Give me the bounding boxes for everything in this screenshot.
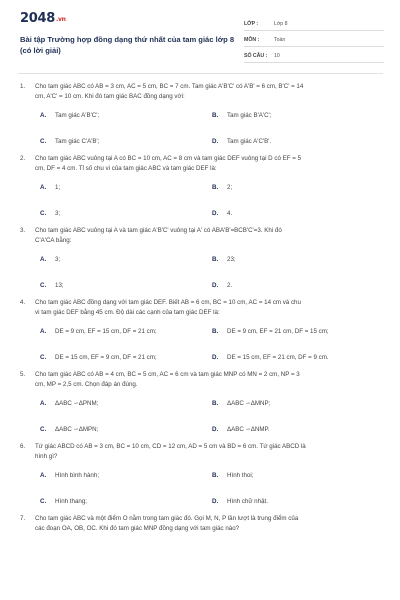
option-letter: D. [212,353,219,361]
answer-option[interactable] [212,272,384,298]
question-1 [18,82,383,154]
question-number: 5. [20,371,26,378]
answer-options [18,102,383,154]
option-text: ΔABC ∽ΔPNM; [55,399,99,407]
answer-option[interactable] [212,390,384,416]
option-letter: A. [40,255,47,263]
answer-option[interactable] [212,416,384,442]
option-letter: D. [212,281,219,289]
answer-options [18,318,383,370]
option-letter: C. [40,497,47,505]
question-line: hình gì? [35,453,58,460]
question-number: 4. [20,299,26,306]
title-line: Bài tập Trường hợp đồng dạng thứ nhất của tam giác lớp 8 [20,35,235,44]
meta-label: SỐ CÂU : [244,52,268,59]
answer-option[interactable] [40,200,212,226]
worksheet-title [20,34,255,56]
option-text: 2. [227,281,233,289]
option-letter: C. [40,137,47,145]
meta-row-count [244,49,384,63]
question-line: Cho tam giác ABC có AB = 3 cm, AC = 5 cm, BC = 7 cm. Tam giác A'B'C' có A'B' = 6 cm, B'C' = 14 [35,83,304,90]
option-text: Hình thoi; [227,471,254,479]
meta-value: Lớp 8 [274,20,288,27]
option-text: DE = 15 cm, EF = 21 cm, DF = 9 cm. [227,353,329,361]
option-text: DE = 15 cm, EF = 9 cm, DF = 21 cm; [55,353,157,361]
option-text: ΔABC ∽ΔNMP. [227,425,270,433]
option-letter: B. [212,399,219,407]
option-letter: B. [212,327,219,335]
answer-option[interactable] [212,344,384,370]
option-text: Tam giác A'C'B'. [227,137,272,145]
title-line: (có lời giải) [20,46,61,55]
question-line: cm, A'C' = 10 cm. Khi đó tam giác BAC đồng dạng với: [35,93,185,100]
option-letter: D. [212,137,219,145]
option-letter: D. [212,425,219,433]
option-text: DE = 9 cm, EF = 15 cm, DF = 21 cm; [55,327,157,335]
question-6 [18,442,383,514]
question-text [18,370,383,390]
option-text: 3; [55,255,61,263]
question-text [18,298,383,318]
option-text: 4. [227,209,233,217]
question-3 [18,226,383,298]
answer-option[interactable] [40,390,212,416]
answer-options [18,390,383,442]
answer-option[interactable] [212,488,384,514]
question-list [18,74,383,534]
option-letter: A. [40,471,47,479]
question-number: 7. [20,515,26,522]
option-text: 2; [227,183,233,191]
answer-option[interactable] [212,246,384,272]
answer-option[interactable] [40,462,212,488]
answer-options [18,174,383,226]
question-line: Cho tam giác ABC đồng dạng với tam giác DEF. Biết AB = 6 cm, BC = 10 cm, AC = 14 cm và chu [35,299,301,306]
question-text [18,226,383,246]
answer-option[interactable] [40,318,212,344]
option-text: Hình bình hành; [55,471,100,479]
option-text: Hình chữ nhật. [227,497,268,505]
option-letter: A. [40,111,47,119]
option-text: Tam giác B'A'C'; [227,111,272,119]
option-text: ΔABC ∽ΔMNP; [227,399,271,407]
logo-main-text: 2048 [20,11,55,26]
option-letter: C. [40,425,47,433]
option-letter: A. [40,327,47,335]
option-letter: B. [212,183,219,191]
answer-option[interactable] [40,174,212,200]
question-line: Cho tam giác ABC vuông tại A có BC = 10 cm, AC = 8 cm và tam giác DEF vuông tại D có EF = 5 [35,155,302,162]
question-2 [18,154,383,226]
option-letter: C. [40,281,47,289]
option-letter: B. [212,255,219,263]
question-7 [18,514,383,534]
option-text: ΔABC ∽ΔMPN; [55,425,99,433]
meta-row-subject [244,33,384,47]
site-logo[interactable] [20,11,66,26]
worksheet-meta [244,17,384,65]
option-text: 3; [55,209,61,217]
answer-option[interactable] [40,102,212,128]
answer-option[interactable] [212,200,384,226]
meta-label: LỚP : [244,20,259,27]
question-line: Cho tam giác ABC và một điểm O nằm trong tam giác đó. Gọi M, N, P lần lượt là trung điểm của [35,515,299,522]
answer-option[interactable] [40,344,212,370]
question-text [18,442,383,462]
answer-option[interactable] [40,246,212,272]
meta-row-class [244,17,384,31]
answer-option[interactable] [40,488,212,514]
option-letter: B. [212,111,219,119]
question-text [18,514,383,534]
option-letter: D. [212,209,219,217]
option-letter: A. [40,183,47,191]
question-line: Cho tam giác ABC vuông tại A và tam giác A'B'C' vuông tại A' có ABA'B'=BCB'C'=3. Khi đó [35,227,282,234]
question-text [18,82,383,102]
option-letter: B. [212,471,219,479]
answer-option[interactable] [212,102,384,128]
question-line: vi tam giác DEF bằng 45 cm. Độ dài các cạnh của tam giác DEF là: [35,309,220,316]
question-number: 6. [20,443,26,450]
answer-options [18,246,383,298]
question-line: Tứ giác ABCD có AB = 3 cm, BC = 10 cm, CD = 12 cm, AD = 5 cm và BD = 6 cm. Tứ giác ABCD là [35,443,306,450]
answer-option[interactable] [40,272,212,298]
question-4 [18,298,383,370]
question-line: các đoạn OA, OB, OC. Khi đó tam giác MNP đồng dạng với tam giác nào? [35,525,240,532]
option-text: DE = 9 cm, EF = 21 cm, DF = 15 cm; [227,327,329,335]
option-text: 1; [55,183,61,191]
option-letter: C. [40,209,47,217]
question-line: cm, DF = 4 cm. Tỉ số chu vi của tam giác ABC và tam giác DEF là: [35,165,217,172]
meta-value: 10 [274,52,280,59]
meta-value: Toán [274,36,286,43]
option-letter: A. [40,399,47,407]
answer-option[interactable] [212,462,384,488]
option-text: 13; [55,281,64,289]
question-line: cm, MP = 2,5 cm. Chọn đáp án đúng. [35,381,138,388]
question-line: C'A'CA bằng: [35,237,72,244]
option-text: Tam giác C'A'B'; [55,137,100,145]
option-text: 23; [227,255,236,263]
question-5 [18,370,383,442]
answer-option[interactable] [212,174,384,200]
option-letter: D. [212,497,219,505]
option-letter: C. [40,353,47,361]
meta-label: MÔN : [244,36,260,43]
worksheet-header [18,0,383,74]
question-number: 3. [20,227,26,234]
question-line: Cho tam giác ABC có AB = 4 cm, BC = 5 cm, AC = 6 cm và tam giác MNP có MN = 2 cm, NP = 3 [35,371,300,378]
answer-option[interactable] [40,416,212,442]
answer-option[interactable] [40,128,212,154]
question-text [18,154,383,174]
question-number: 2. [20,155,26,162]
option-text: Hình thang; [55,497,87,505]
answer-option[interactable] [212,128,384,154]
option-text: Tam giác A'B'C'; [55,111,100,119]
answer-options [18,462,383,514]
logo-suffix: .vn [55,16,66,23]
answer-option[interactable] [212,318,384,344]
question-number: 1. [20,83,26,90]
